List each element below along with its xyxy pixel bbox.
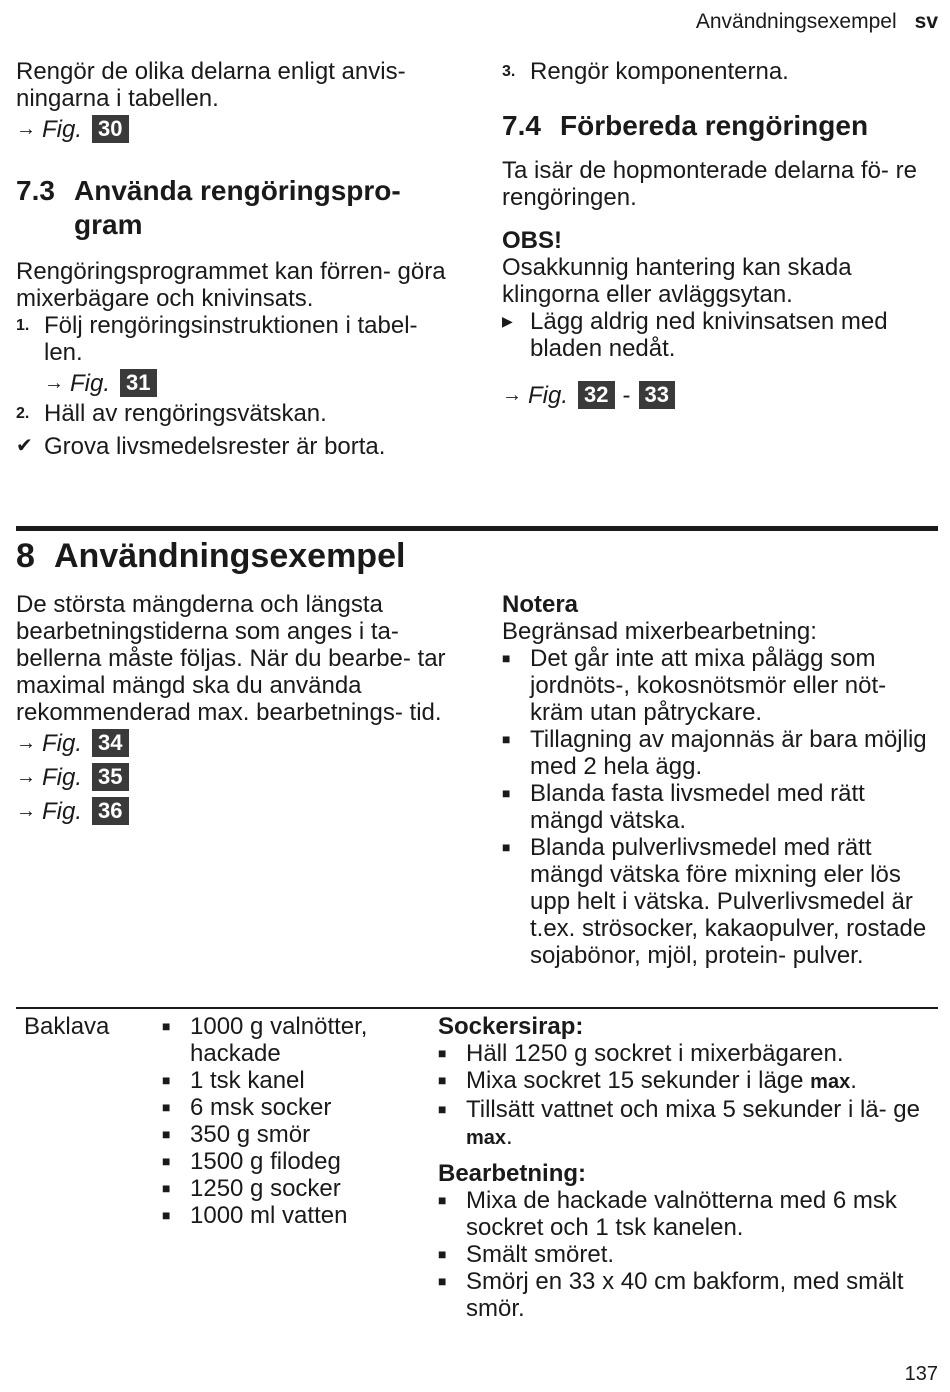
square-bullet-icon: ■	[162, 1018, 171, 1034]
arrow-icon: →	[502, 383, 522, 406]
heading-8: 8 Användningsexempel	[16, 537, 406, 575]
fig-ref-30: → Fig. 30	[16, 112, 446, 146]
note-box	[502, 591, 938, 969]
syrup-step: ■ Mixa sockret 15 sekunder i läge max.	[438, 1067, 857, 1094]
fig-ref-35: → Fig. 35	[16, 760, 448, 794]
sec73-text: Rengöringsprogrammet kan förren- göra mixerbägare och knivinsats.	[16, 258, 446, 312]
note-item: ■ Blanda pulverlivsmedel med rätt mängd vätska före mixning eler lös upp helt i vätska. Pulverlivsmedel är t.ex. strösocker, kakaopulver, rostade sojabönor, mjöl, protein- pulver.	[502, 834, 927, 969]
setting-max: max	[466, 1127, 507, 1149]
ingredient-list	[162, 1013, 422, 1229]
ingredient-item: ■ 1500 g filodeg	[162, 1148, 341, 1175]
table-top-rule	[16, 1007, 938, 1009]
note-title: Notera	[502, 591, 579, 618]
fig-box: 35	[92, 763, 128, 791]
section-divider	[16, 526, 938, 531]
step-1: 1. Följ rengöringsinstruktionen i tabel- len.	[16, 312, 418, 366]
ingredient-item: ■ 1000 g valnötter, hackade	[162, 1013, 368, 1067]
ingredient-item: ■ 6 msk socker	[162, 1094, 332, 1121]
fig-box: 30	[92, 115, 128, 143]
result-line: ✔ Grova livsmedelsrester är borta.	[16, 433, 386, 460]
square-bullet-icon: ■	[162, 1153, 171, 1169]
ingredient-item: ■ 1000 ml vatten	[162, 1202, 348, 1229]
ingredient-item: ■ 1 tsk kanel	[162, 1067, 305, 1094]
arrow-icon: →	[16, 765, 36, 788]
recipe-instructions	[438, 1013, 934, 1322]
obs-action: ▶ Lägg aldrig ned knivinsatsen med bladen nedåt.	[502, 308, 888, 362]
square-bullet-icon: ■	[162, 1126, 171, 1142]
proc-step: ■ Smält smöret.	[438, 1241, 615, 1268]
syrup-title: Sockersirap:	[438, 1013, 584, 1040]
proc-step: ■ Smörj en 33 x 40 cm bakform, med smält smör.	[438, 1268, 904, 1322]
header-title: Användningsexempel	[695, 10, 897, 33]
square-bullet-icon: ■	[162, 1207, 171, 1223]
triangle-bullet-icon: ▶	[502, 313, 513, 329]
section-7-3	[16, 58, 446, 460]
ingredient-item: ■ 1250 g socker	[162, 1175, 341, 1202]
syrup-step: ■ Tillsätt vattnet och mixa 5 sekunder i lä- ge max.	[438, 1096, 920, 1150]
square-bullet-icon: ■	[502, 650, 511, 666]
fig-ref-31: → Fig. 31	[44, 366, 446, 400]
obs-text: Osakkunnig hantering kan skada klingorna eller avläggsytan.	[502, 254, 852, 308]
sec8-text: De största mängderna och längsta bearbetningstiderna som anges i ta- bellerna måste följas. När du bearbe- tar maximal mängd ska du använda rekommenderad max. bearbetnings- tid.	[16, 591, 446, 726]
square-bullet-icon: ■	[502, 731, 511, 747]
square-bullet-icon: ■	[162, 1180, 171, 1196]
setting-max: max	[810, 1071, 851, 1093]
section-8-left	[16, 591, 448, 828]
arrow-icon: →	[16, 117, 36, 140]
page-number: 137	[904, 1363, 938, 1385]
square-bullet-icon: ■	[162, 1072, 171, 1088]
heading-7-4: 7.4 Förbereda rengöringen	[502, 110, 869, 141]
note-intro: Begränsad mixerbearbetning:	[502, 618, 817, 645]
square-bullet-icon: ■	[502, 785, 511, 801]
fig-box: 32	[578, 381, 614, 409]
arrow-icon: →	[16, 799, 36, 822]
proc-title: Bearbetning:	[438, 1160, 587, 1187]
square-bullet-icon: ■	[162, 1099, 171, 1115]
fig-box: 34	[92, 729, 128, 757]
syrup-step: ■ Häll 1250 g sockret i mixerbägaren.	[438, 1040, 844, 1067]
square-bullet-icon: ■	[438, 1045, 447, 1061]
note-item: ■ Det går inte att mixa pålägg som jordnöts-, kokosnötsmör eller nöt- kräm utan påtryckare.	[502, 645, 887, 726]
fig-ref-36: → Fig. 36	[16, 794, 448, 828]
note-item: ■ Blanda fasta livsmedel med rätt mängd vätska.	[502, 780, 865, 834]
arrow-icon: →	[16, 731, 36, 754]
obs-label: OBS!	[502, 227, 562, 254]
running-header	[696, 8, 938, 35]
section-7-4	[502, 58, 932, 412]
intro-text: Rengör de olika delarna enligt anvis- ningarna i tabellen.	[16, 58, 406, 112]
header-lang: sv	[914, 10, 938, 33]
proc-step: ■ Mixa de hackade valnötterna med 6 msk sockret och 1 tsk kanelen.	[438, 1187, 897, 1241]
square-bullet-icon: ■	[438, 1273, 447, 1289]
heading-7-3: 7.3 Använda rengöringspro- gram	[16, 175, 401, 240]
square-bullet-icon: ■	[438, 1192, 447, 1208]
ingredient-item: ■ 350 g smör	[162, 1121, 311, 1148]
square-bullet-icon: ■	[502, 839, 511, 855]
fig-box: 33	[639, 381, 675, 409]
arrow-icon: →	[44, 371, 64, 394]
note-item: ■ Tillagning av majonnäs är bara möjlig med 2 hela ägg.	[502, 726, 927, 780]
recipe-name: Baklava	[24, 1013, 110, 1040]
fig-box: 31	[120, 369, 156, 397]
fig-ref-32-33: → Fig. 32 - 33	[502, 378, 932, 412]
fig-box: 36	[92, 797, 128, 825]
sec74-text: Ta isär de hopmonterade delarna fö- re rengöringen.	[502, 157, 917, 211]
step-2: 2. Häll av rengöringsvätskan.	[16, 400, 327, 427]
square-bullet-icon: ■	[438, 1246, 447, 1262]
square-bullet-icon: ■	[438, 1101, 447, 1117]
fig-ref-34: → Fig. 34	[16, 726, 448, 760]
check-icon: ✔	[16, 435, 33, 457]
square-bullet-icon: ■	[438, 1072, 447, 1088]
step-3: 3. Rengör komponenterna.	[502, 58, 789, 85]
